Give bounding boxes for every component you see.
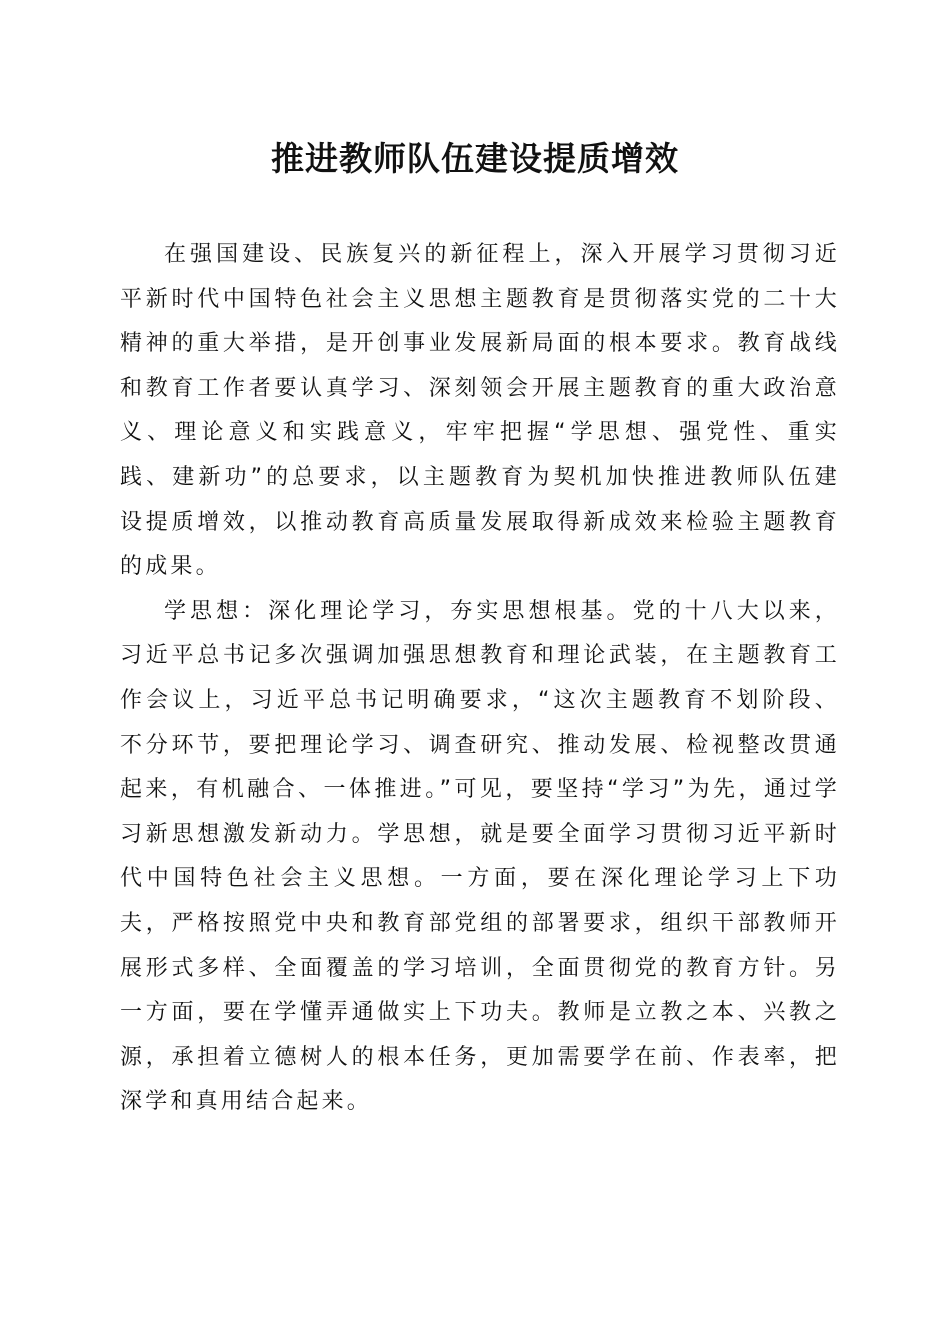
paragraph-intro: 在强国建设、民族复兴的新征程上，深入开展学习贯彻习近平新时代中国特色社会主义思想主题教育是贯彻落实党的二十大精神的重大举措，是开创事业发展新局面的根本要求。教育战线和教育工作者要认真学习、深刻领会开展主题教育的重大政治意义、理论意义和实践意义，牢牢把握“学思想、强党性、重实践、建新功”的总要求，以主题教育为契机加快推进教师队伍建设提质增效，以推动教育高质量发展取得新成效来检验主题教育的成果。 [120, 242, 840, 580]
document-title: 推进教师队伍建设提质增效 [271, 139, 679, 178]
document-body [120, 233, 840, 1125]
paragraph-study-thought: 学思想：深化理论学习，夯实思想根基。党的十八大以来，习近平总书记多次强调加强思想教育和理论武装，在主题教育工作会议上，习近平总书记明确要求，“这次主题教育不划阶段、不分环节，要把理论学习、调查研究、推动发展、检视整改贯通起来，有机融合、一体推进。”可见，要坚持“学习”为先，通过学习新思想激发新动力。学思想，就是要全面学习贯彻习近平新时代中国特色社会主义思想。一方面，要在深化理论学习上下功夫，严格按照党中央和教育部党组的部署要求，组织干部教师开展形式多样、全面覆盖的学习培训，全面贯彻党的教育方针。另一方面，要在学懂弄通做实上下功夫。教师是立教之本、兴教之源，承担着立德树人的根本任务，更加需要学在前、作表率，把深学和真用结合起来。 [120, 598, 840, 1115]
